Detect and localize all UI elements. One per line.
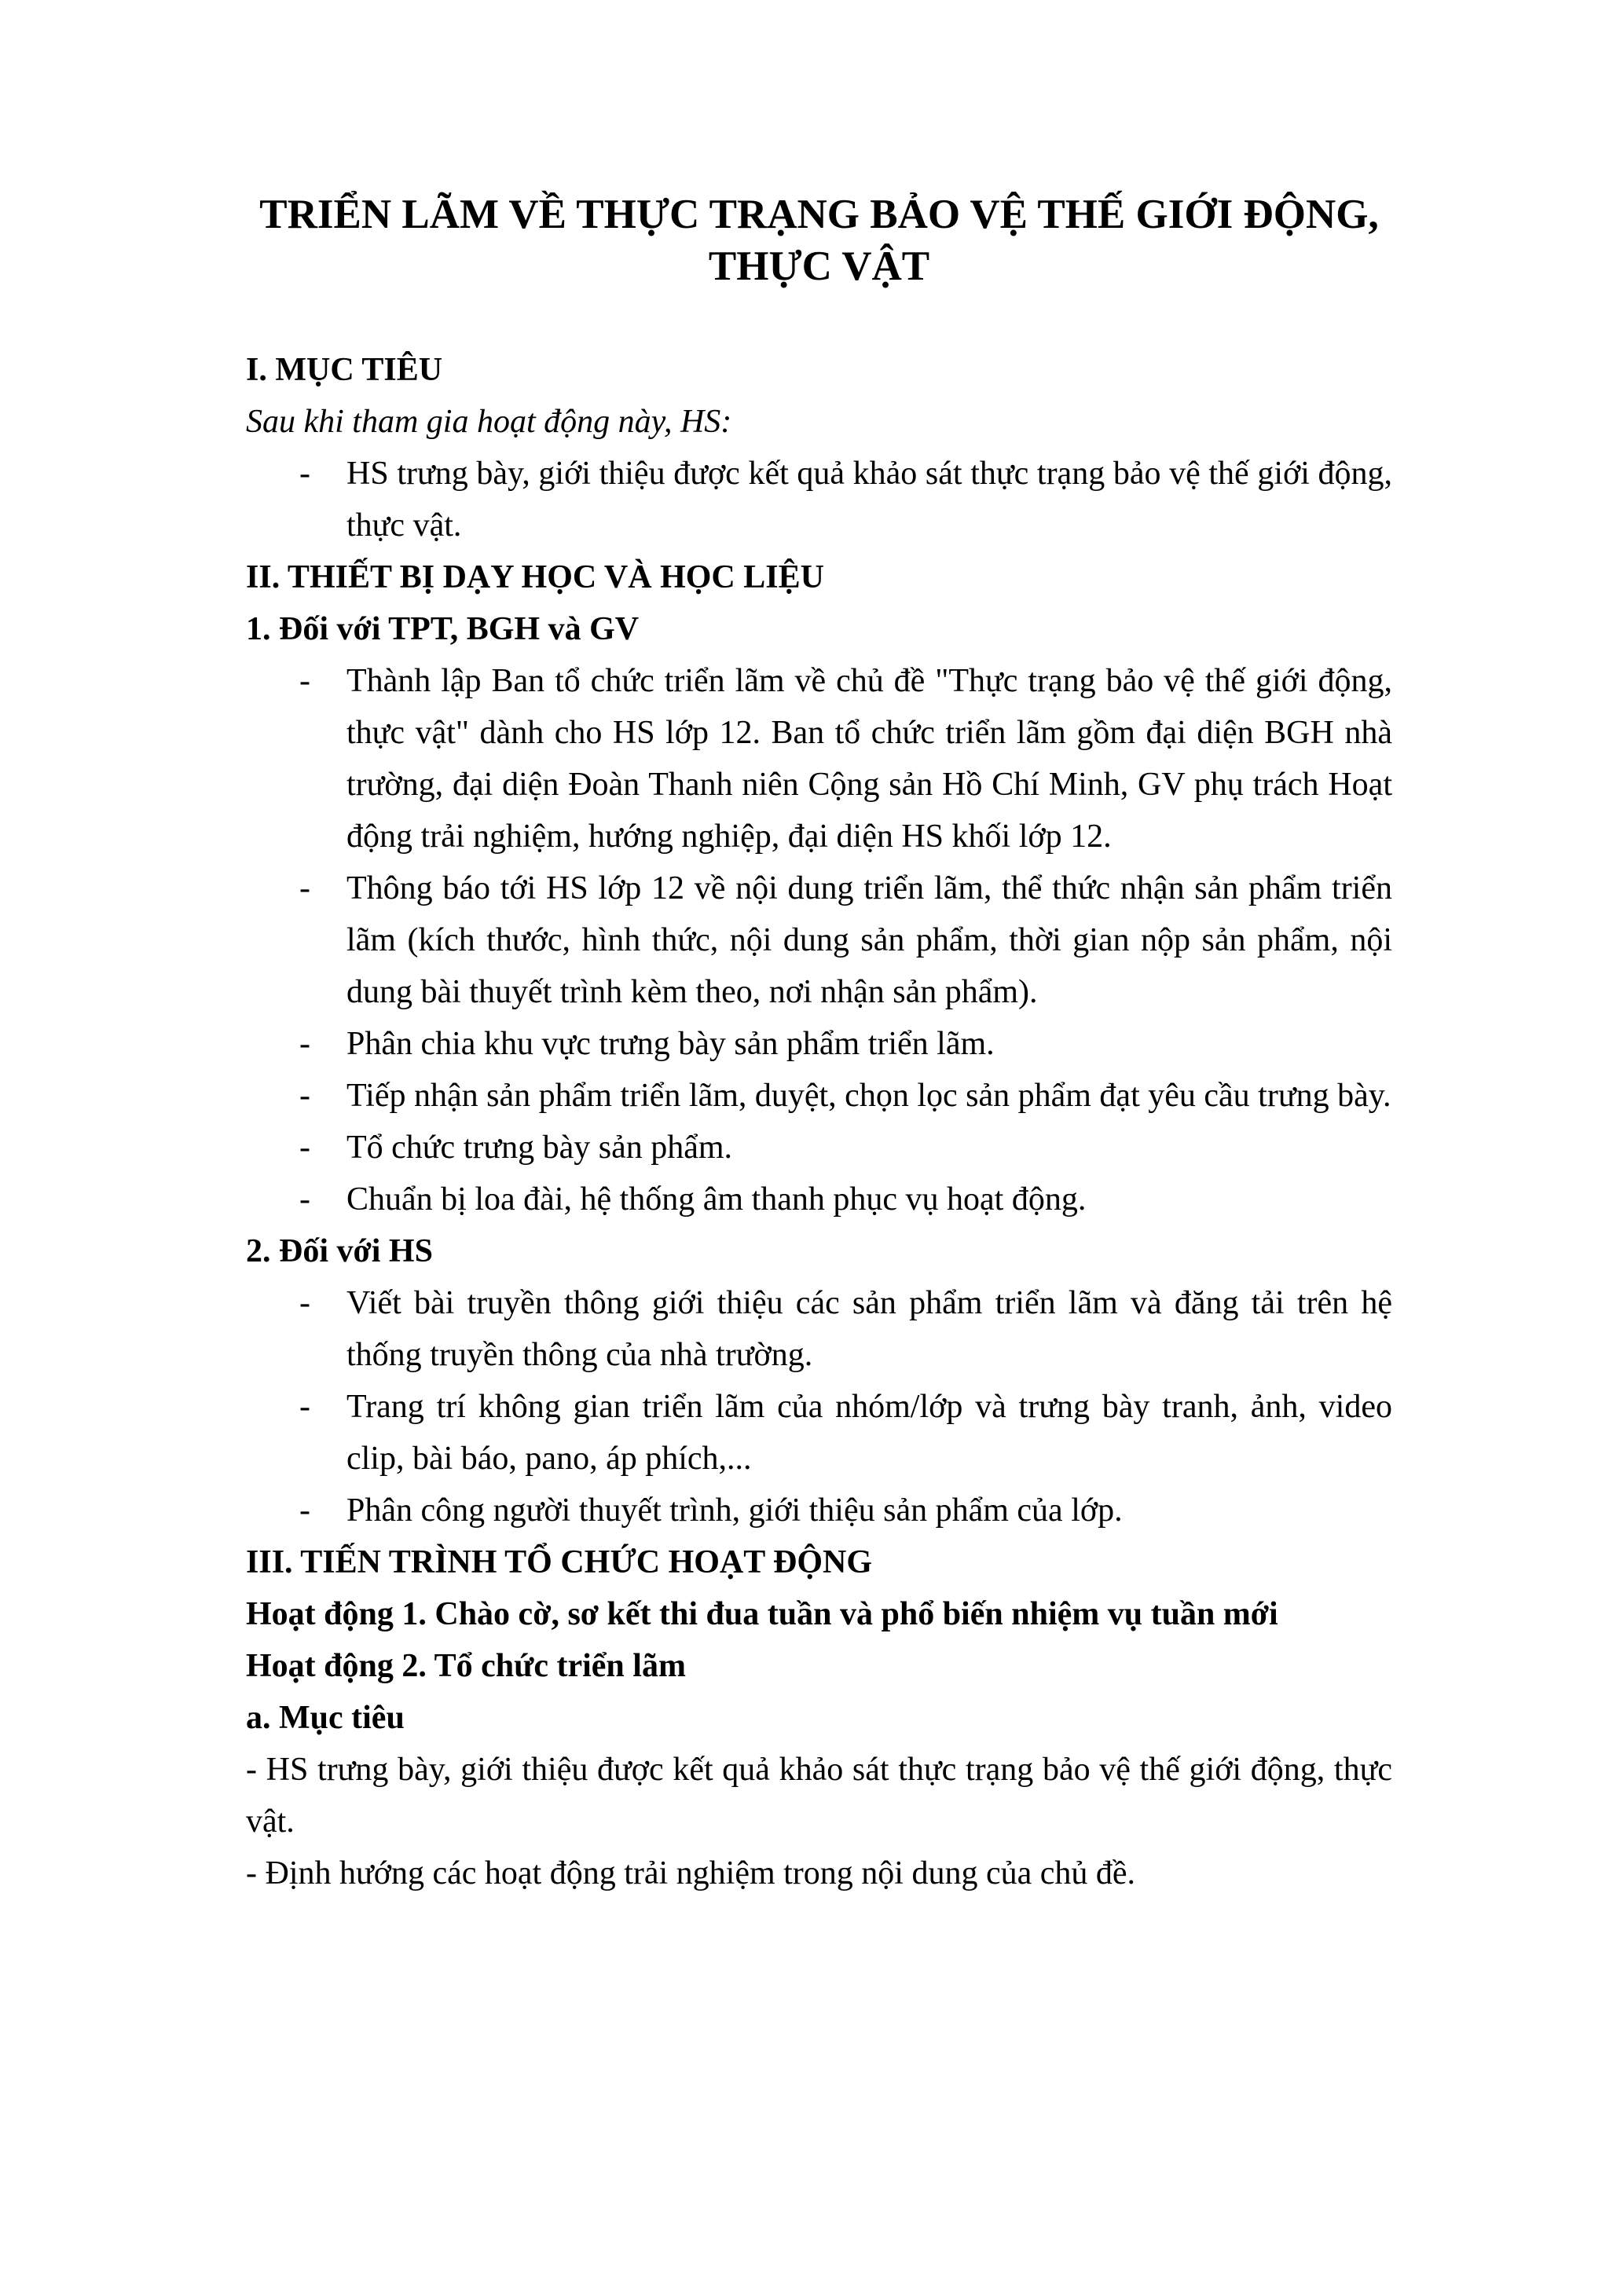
activity-1-heading: Hoạt động 1. Chào cờ, sơ kết thi đua tuần và phổ biến nhiệm vụ tuần mới [246, 1596, 1278, 1632]
hyphen-bullet-marker: - [299, 1285, 310, 1321]
hyphen-bullet-marker: - [299, 1078, 310, 1114]
bullet-text: Chuẩn bị loa đài, hệ thống âm thanh phục vụ hoạt động. [346, 1181, 1087, 1218]
section-1-bullet-list [246, 448, 1392, 551]
section-2-sub-1-bullet-list [246, 655, 1392, 1225]
bullet-item [246, 1381, 1392, 1485]
bullet-text: Tổ chức trưng bày sản phẩm. [346, 1130, 733, 1166]
bullet-item [246, 1018, 1392, 1070]
document-content [246, 189, 1392, 1899]
activity-2-heading: Hoạt động 2. Tổ chức triển lãm [246, 1648, 686, 1684]
section-2-sub-2-bullet-list [246, 1277, 1392, 1536]
section-1-intro: Sau khi tham gia hoạt động này, HS: [246, 404, 732, 440]
bullet-item [246, 1485, 1392, 1536]
bullet-text: Thành lập Ban tổ chức triển lãm về chủ đề "Thực trạng bảo vệ thế giới động, thực vật" dành cho HS lớp 12. Ban tổ chức triển lãm gồm đại diện BGH nhà trường, đại diện Đoàn Thanh niên Cộng sản Hồ Chí Minh, GV phụ trách Hoạt động trải nghiệm, hướng nghiệp, đại diện HS khối lớp 12. [346, 663, 1392, 855]
bullet-text: HS trưng bày, giới thiệu được kết quả khảo sát thực trạng bảo vệ thế giới động, thực vật. [346, 456, 1392, 544]
objective-paragraph: - HS trưng bày, giới thiệu được kết quả khảo sát thực trạng bảo vệ thế giới động, thực vật. [246, 1752, 1392, 1840]
section-2-heading: II. THIẾT BỊ DẠY HỌC VÀ HỌC LIỆU [246, 559, 824, 595]
hyphen-bullet-marker: - [299, 1130, 310, 1166]
hyphen-bullet-marker: - [299, 456, 310, 492]
section-3-heading: III. TIẾN TRÌNH TỔ CHỨC HOẠT ĐỘNG [246, 1544, 873, 1580]
title-line-2: THỰC VẬT [708, 244, 930, 289]
bullet-item [246, 448, 1392, 551]
bullet-item [246, 1174, 1392, 1225]
bullet-text: Trang trí không gian triển lãm của nhóm/lớp và trưng bày tranh, ảnh, video clip, bài báo, pano, áp phích,... [346, 1389, 1392, 1477]
hyphen-bullet-marker: - [299, 1026, 310, 1062]
section-1-heading: I. MỤC TIÊU [246, 352, 443, 388]
bullet-text: Tiếp nhận sản phẩm triển lãm, duyệt, chọn lọc sản phẩm đạt yêu cầu trưng bày. [346, 1078, 1391, 1114]
bullet-item [246, 862, 1392, 1018]
bullet-item [246, 1070, 1392, 1122]
document-title [246, 189, 1392, 292]
hyphen-bullet-marker: - [299, 663, 310, 699]
hyphen-bullet-marker: - [299, 870, 310, 906]
bullet-item [246, 1277, 1392, 1381]
section-2-sub-2-heading: 2. Đối với HS [246, 1233, 433, 1269]
sub-a-heading: a. Mục tiêu [246, 1700, 405, 1736]
bullet-text: Phân công người thuyết trình, giới thiệu sản phẩm của lớp. [346, 1492, 1123, 1529]
bullet-text: Phân chia khu vực trưng bày sản phẩm triển lãm. [346, 1026, 995, 1062]
bullet-text: Viết bài truyền thông giới thiệu các sản phẩm triển lãm và đăng tải trên hệ thống truyền thông của nhà trường. [346, 1285, 1392, 1373]
orientation-paragraph: - Định hướng các hoạt động trải nghiệm trong nội dung của chủ đề. [246, 1855, 1136, 1891]
bullet-item [246, 655, 1392, 862]
section-2-sub-1-heading: 1. Đối với TPT, BGH và GV [246, 611, 640, 647]
bullet-text: Thông báo tới HS lớp 12 về nội dung triển lãm, thể thức nhận sản phẩm triển lãm (kích thước, hình thức, nội dung sản phẩm, thời gian nộp sản phẩm, nội dung bài thuyết trình kèm theo, nơi nhận sản phẩm). [346, 870, 1392, 1010]
hyphen-bullet-marker: - [299, 1389, 310, 1425]
hyphen-bullet-marker: - [299, 1492, 310, 1529]
bullet-item [246, 1122, 1392, 1174]
hyphen-bullet-marker: - [299, 1181, 310, 1218]
title-line-1: TRIỂN LÃM VỀ THỰC TRẠNG BẢO VỆ THẾ GIỚI ĐỘNG, [259, 192, 1379, 237]
